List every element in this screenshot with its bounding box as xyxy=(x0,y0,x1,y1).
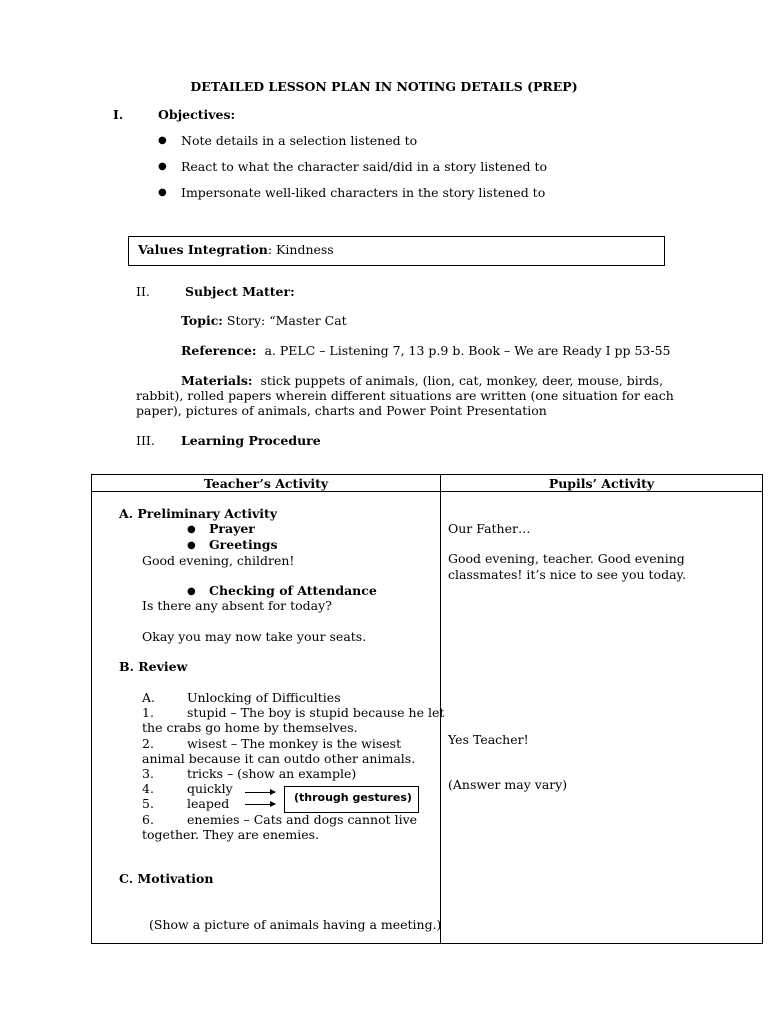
take-seats-line: Okay you may now take your seats. xyxy=(142,629,367,644)
materials-line xyxy=(181,373,663,388)
unlock-heading: Unlocking of Difficulties xyxy=(187,690,341,705)
bullet-icon: ● xyxy=(158,161,167,172)
topic-label: Topic: xyxy=(181,313,223,328)
materials-text: paper), pictures of animals, charts and Power Point Presentation xyxy=(136,403,547,418)
materials-text: stick puppets of animals, (lion, cat, monkey, deer, mouse, birds, xyxy=(260,373,664,388)
gestures-box xyxy=(284,786,419,813)
vocab-item: together. They are enemies. xyxy=(142,827,320,842)
vocab-number: 4. xyxy=(142,781,154,796)
reference-value: a. PELC – Listening 7, 13 p.9 b. Book – We are Ready I pp 53-55 xyxy=(264,343,671,358)
objective-item: React to what the character said/did in a story listened to xyxy=(181,159,548,174)
procedure-numeral: III. xyxy=(136,433,155,448)
motivation-heading: C. Motivation xyxy=(119,871,214,886)
values-label: Values Integration xyxy=(138,242,268,257)
bullet-icon: ● xyxy=(187,540,196,551)
vocab-number: 3. xyxy=(142,766,154,781)
our-father-response: Our Father… xyxy=(448,521,531,536)
vocab-item: leaped xyxy=(187,796,230,811)
procedure-heading: Learning Procedure xyxy=(181,433,321,448)
bullet-icon: ● xyxy=(158,187,167,198)
vocab-number: 2. xyxy=(142,736,154,751)
bullet-icon: ● xyxy=(187,586,196,597)
vocab-item: the crabs go home by themselves. xyxy=(142,720,358,735)
values-value: : Kindness xyxy=(267,242,334,257)
materials-label: Materials: xyxy=(181,373,253,388)
objectives-numeral: I. xyxy=(113,107,124,122)
subject-numeral: II. xyxy=(136,284,150,299)
vocab-number: 6. xyxy=(142,812,154,827)
unlock-letter: A. xyxy=(142,690,156,705)
objective-item: Note details in a selection listened to xyxy=(181,133,418,148)
greetings-item: Greetings xyxy=(209,537,278,552)
header-divider xyxy=(92,491,762,492)
reference-label: Reference: xyxy=(181,343,257,358)
arrow-right-icon xyxy=(245,792,275,793)
reference-line xyxy=(181,343,671,358)
bullet-icon: ● xyxy=(187,524,196,535)
review-heading: B. Review xyxy=(119,659,188,674)
pupils-greeting: classmates! it’s nice to see you today. xyxy=(448,567,686,582)
vocab-item: tricks – (show an example) xyxy=(187,766,357,781)
prayer-item: Prayer xyxy=(209,521,255,536)
materials-text: rabbit), rolled papers wherein different situations are written (one situation for each xyxy=(136,388,674,403)
pupils-column-header: Pupils’ Activity xyxy=(548,476,655,491)
gestures-label: (through gestures) xyxy=(294,791,412,804)
pupils-greeting: Good evening, teacher. Good evening xyxy=(448,551,685,566)
topic-value: Story: “Master Cat xyxy=(222,313,347,328)
vocab-item: wisest – The monkey is the wisest xyxy=(187,736,402,751)
vocab-item: stupid – The boy is stupid because he let xyxy=(187,705,445,720)
arrow-right-icon xyxy=(245,804,275,805)
yes-teacher-response: Yes Teacher! xyxy=(448,732,529,747)
answer-vary-response: (Answer may vary) xyxy=(448,777,568,792)
preliminary-heading: A. Preliminary Activity xyxy=(119,506,278,521)
topic-line xyxy=(181,313,347,328)
vocab-number: 5. xyxy=(142,796,154,811)
values-integration-box xyxy=(128,236,665,266)
objectives-heading: Objectives: xyxy=(158,107,236,122)
vocab-item: enemies – Cats and dogs cannot live xyxy=(187,812,418,827)
vocab-item: animal because it can outdo other animals. xyxy=(142,751,416,766)
bullet-icon: ● xyxy=(158,135,167,146)
absent-question: Is there any absent for today? xyxy=(142,598,332,613)
show-picture-line: (Show a picture of animals having a meeting.) xyxy=(149,917,442,932)
subject-heading: Subject Matter: xyxy=(185,284,295,299)
vocab-item: quickly xyxy=(187,781,233,796)
teacher-greeting: Good evening, children! xyxy=(142,553,295,568)
attendance-item: Checking of Attendance xyxy=(209,583,377,598)
vocab-number: 1. xyxy=(142,705,154,720)
teacher-column-header: Teacher’s Activity xyxy=(203,476,329,491)
objective-item: Impersonate well-liked characters in the story listened to xyxy=(181,185,546,200)
document-title: DETAILED LESSON PLAN IN NOTING DETAILS (PREP) xyxy=(190,79,578,94)
